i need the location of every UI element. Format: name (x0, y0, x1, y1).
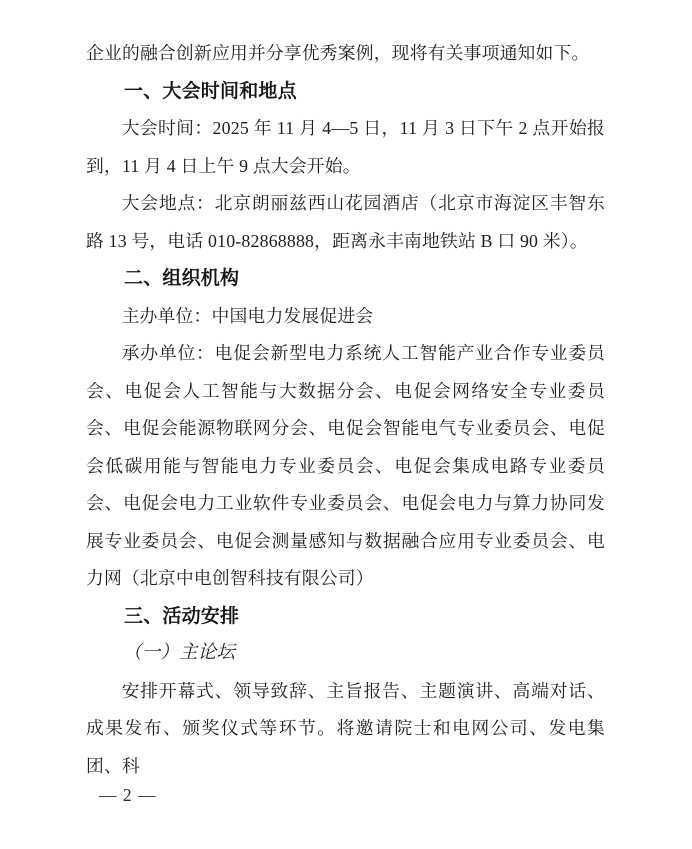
subsection-heading-main-forum: （一）主论坛 (123, 643, 236, 663)
paragraph-host-unit: 主办单位：中国电力发展促进会 (121, 305, 374, 326)
page-number: — 2 — (99, 785, 157, 805)
paragraph-organizer-units: 承办单位：电促会新型电力系统人工智能产业合作专业委员会、电促会人工智能与大数据分会、电促会网络安全专业委员会、电促会能源物联网分会、电促会智能电气专业委员会、电促会低碳用能与智能电力专业委员会、电促会集成电路专业委员会、电促会电力工业软件专业委员会、电促会电力与算力协同发展专业委员会、电促会测量感知与数据融合应用专业委员会、电力网（北京中电创智科技有限公司） (86, 343, 605, 588)
paragraph-main-forum-detail: 安排开幕式、领导致辞、主旨报告、主题演讲、高端对话、成果发布、颁奖仪式等环节。将邀请院士和电网公司、发电集团、科 (86, 680, 605, 776)
document-body (86, 35, 605, 785)
paragraph-continuation: 企业的融合创新应用并分享优秀案例，现将有关事项通知如下。 (86, 43, 590, 63)
section-heading-3: 三、活动安排 (124, 605, 240, 627)
section-heading-1: 一、大会时间和地点 (124, 80, 297, 102)
paragraph-meeting-time: 大会时间：2025 年 11 月 4—5 日，11 月 3 日下午 2 点开始报到，11 月 4 日上午 9 点大会开始。 (86, 118, 605, 176)
paragraph-meeting-venue: 大会地点：北京朗丽兹西山花园酒店（北京市海淀区丰智东路 13 号，电话 010-82868888，距离永丰南地铁站 B 口 90 米）。 (86, 193, 605, 251)
section-heading-2: 二、组织机构 (124, 268, 240, 289)
